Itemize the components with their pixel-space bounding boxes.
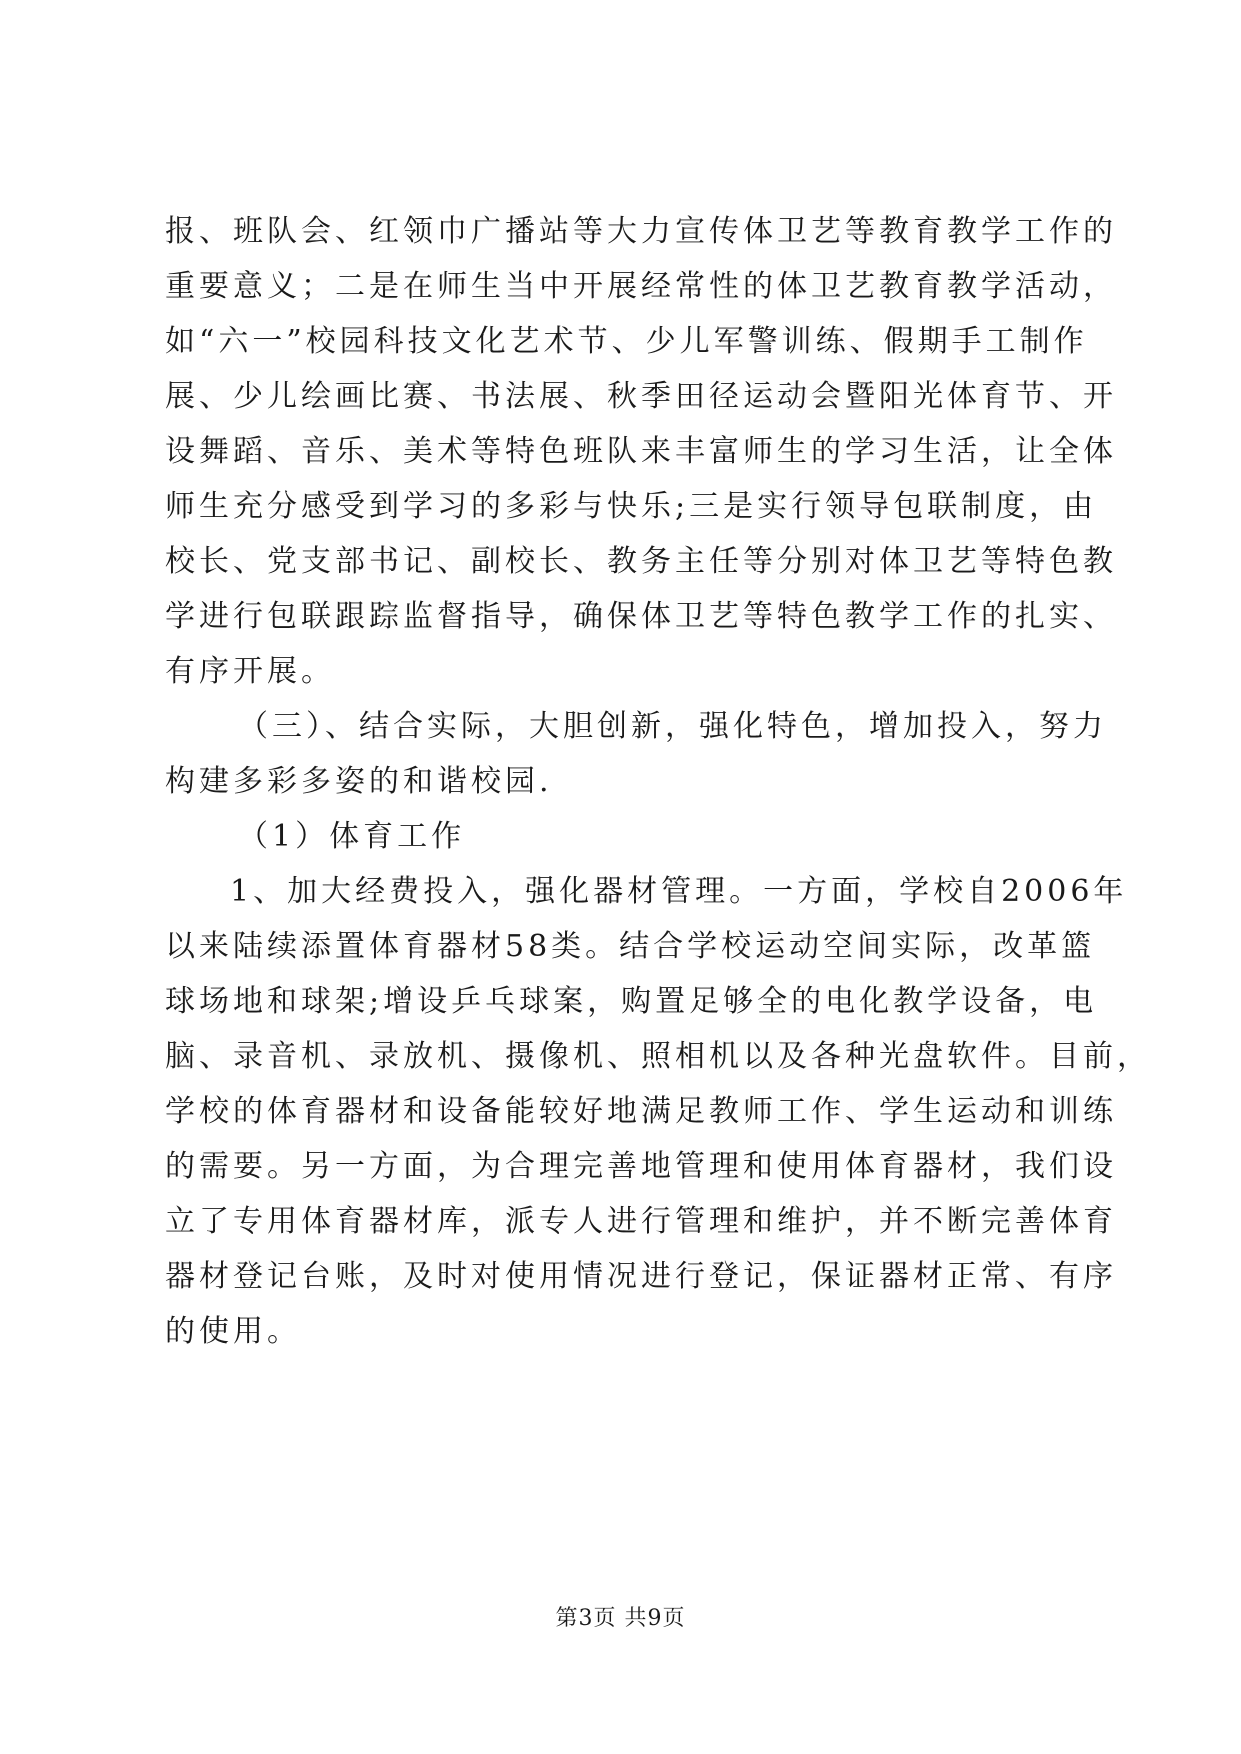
body-line-9: 有序开展。 [165,654,335,689]
body-line-13: 1、加大经费投入，强化器材管理。一方面，学校自2006年 [230,874,1128,909]
body-line-14: 以来陆续添置体育器材58类。结合学校运动空间实际，改革篮 [165,929,1096,964]
body-line-1: 报、班队会、红领巾广播站等大力宣传体卫艺等教育教学工作的 [165,214,1117,249]
body-line-8: 学进行包联跟踪监督指导，确保体卫艺等特色教学工作的扎实、 [165,599,1117,634]
body-line-19: 立了专用体育器材库，派专人进行管理和维护，并不断完善体育 [165,1204,1117,1239]
body-line-16: 脑、录音机、录放机、摄像机、照相机以及各种光盘软件。目前， [165,1039,1151,1074]
body-line-20: 器材登记台账，及时对使用情况进行登记，保证器材正常、有序 [165,1259,1117,1294]
page-number-footer: 第3页 共9页 [555,1606,686,1631]
section-heading-line-2: 构建多彩多姿的和谐校园. [165,764,553,799]
body-line-18: 的需要。另一方面，为合理完善地管理和使用体育器材，我们设 [165,1149,1117,1184]
body-line-17: 学校的体育器材和设备能较好地满足教师工作、学生运动和训练 [165,1094,1117,1129]
section-heading-line-1: （三）、结合实际，大胆创新，强化特色，增加投入，努力 [238,709,1107,744]
body-line-3: 如“六一”校园科技文化艺术节、少儿军警训练、假期手工制作 [165,324,1088,359]
body-line-21: 的使用。 [165,1314,301,1349]
body-line-2: 重要意义；二是在师生当中开展经常性的体卫艺教育教学活动， [165,269,1117,304]
body-line-15: 球场地和球架;增设乒乓球案，购置足够全的电化教学设备，电 [165,984,1098,1019]
subsection-heading: （1）体育工作 [238,819,466,854]
body-line-4: 展、少儿绘画比赛、书法展、秋季田径运动会暨阳光体育节、开 [165,379,1117,414]
body-line-7: 校长、党支部书记、副校长、教务主任等分别对体卫艺等特色教 [165,544,1117,579]
body-line-6: 师生充分感受到学习的多彩与快乐;三是实行领导包联制度，由 [165,489,1098,524]
body-line-5: 设舞蹈、音乐、美术等特色班队来丰富师生的学习生活，让全体 [165,434,1117,469]
